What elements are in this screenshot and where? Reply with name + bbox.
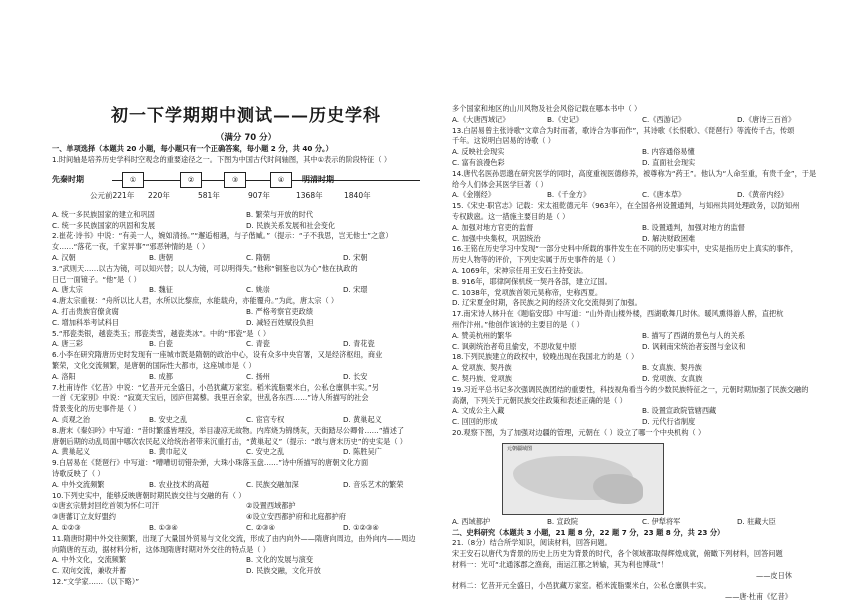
option: B. 内容通俗易懂 [642, 147, 695, 157]
option: C. 宦官专权 [246, 414, 285, 424]
q5-options [52, 339, 440, 350]
timeline-year: 1840年 [344, 190, 371, 200]
option: C. ②③④ [246, 522, 275, 532]
q7-options [52, 415, 440, 426]
timeline-box-1: ① [122, 172, 144, 188]
option: A. 反映社会现实 [452, 147, 505, 157]
option: C. 回回的形成 [452, 417, 498, 427]
q13-options [452, 147, 832, 158]
question-14: 14.唐代名医孙思邈在研究医学的同时，高度重视医德修养，被尊称为“药王”。他认为“人命至重，有贵千金”，于是 [452, 168, 817, 178]
q4-options [52, 307, 440, 318]
left-column [52, 0, 440, 588]
option: A. 中外文化，交流频繁 [52, 555, 127, 565]
q8-options [52, 447, 440, 458]
option: C. 双向交流，兼收并蓄 [52, 566, 127, 576]
q3-options [52, 285, 440, 296]
option: B. 魏征 [149, 285, 173, 295]
question-19: 19.习近平总书记多次强调民族团结的重要性，科技视角看当今的少数民族特征之一，元朝时期加强了民族交融的 [452, 384, 809, 394]
q15-options [452, 223, 832, 234]
question-16-cont: 历史人物等的评价，下列史实属于历史事件的是（ ） [452, 255, 620, 265]
question-17: 17.南宋诗人林升在《题临安邸》中写道：“山外青山楼外楼，西湖歌舞几时休。暖风熏得游人醉，直把杭 [452, 309, 784, 319]
question-1: 1.时间轴是培养历史学科时空观念的重要途径之一。下图为中国古代时间轴图，其中①表示的阶段特征（ ） [52, 155, 392, 165]
q2-options [52, 253, 440, 264]
question-11-cont: 向隋唐的互动，据材料分析，这体现隋唐时期对外交往的特点是（ ） [52, 544, 270, 554]
question-14-cont: 给今人们体会其医学巨著（ ） [452, 179, 548, 189]
option: D. 陈胜吴广 [343, 447, 382, 457]
q9-options [52, 480, 440, 491]
option: D. 宋璟 [343, 285, 368, 295]
question-13-cont: 千年。这说明白居易的诗歌（ ） [452, 136, 555, 146]
q13-options [452, 158, 832, 169]
q10-items [52, 512, 440, 523]
option: D. 解决财政困难 [642, 233, 696, 243]
option: D. 讽刺南宋统治者妄图与金议和 [642, 341, 746, 351]
item: ②设置西域都护 [246, 501, 296, 511]
option: D. 音乐艺术的繁荣 [343, 479, 404, 489]
question-17-cont: 州作汴州。”他创作该诗的主要目的是（ ） [452, 319, 584, 329]
question-6: 6.小李在研究隋唐历史时发现有一座城市既是隋朝的政治中心，设有众多中央官署，又是经济枢纽，商业 [52, 350, 383, 360]
item: ③唐蕃订立友好盟约 [52, 512, 116, 522]
question-7-cont: 背景变化的历史事件是（ ） [52, 404, 141, 414]
option: D. 民族关系发展和社会变化 [246, 220, 336, 230]
option: A. 中外交流频繁 [52, 479, 105, 489]
option: D. 减轻百姓赋役负担 [246, 317, 314, 327]
q20-options [452, 517, 832, 528]
question-4: 4.唐太宗重视：“舟所以比人君，水所以比黎庶，水能载舟，亦能覆舟。”为此，唐太宗（ ） [52, 296, 339, 306]
option: B. 设置通判，加强对地方的监督 [642, 222, 745, 232]
timeline-box-2: ② [180, 172, 202, 188]
q4-options [52, 318, 440, 329]
question-16: 16.王铭在历史学习中发现“一部分史料中所载的事件发生在不同的历史事实中，史实是指历史上真实的事件， [452, 244, 798, 254]
material-1: 材料一：光可“北通涿郡之渔商，南运江都之转输，其为利也博哉”！ [452, 559, 668, 569]
question-8: 8.唐末《秦妇吟》中写道：“昔时繁盛皆埋没，举目凄凉无故物。内库烧为锦绣灰，天街踏尽公卿骨……”描述了 [52, 425, 405, 435]
option: C. 姚崇 [246, 285, 270, 295]
question-21-intro: 宋王安石以唐代为背景的历史上历史为背景的时代，各个领域都取得辉煌成就，俯瞰下列材料，回答问题 [452, 549, 783, 559]
option: D. 民族交融，文化开放 [246, 566, 321, 576]
item: ④设立安西都护府和北庭都护府 [246, 512, 346, 522]
timeline-year: 581年 [198, 190, 220, 200]
timeline-year: 公元前221年 [90, 190, 135, 200]
option: B.《史记》 [547, 114, 583, 124]
option: C. 安史之乱 [246, 447, 285, 457]
option: D.《唐诗三百首》 [737, 114, 796, 124]
question-15: 15.《宋史·职官志》记载：宋太祖乾德元年（963年），在全国各州设置通判，与知州共同处理政务，以防知州 [452, 201, 800, 211]
q1-options [52, 221, 440, 232]
timeline-axis [112, 180, 420, 181]
map-caption: 元朝疆域图 [507, 445, 533, 452]
question-2-cont: 女……“落花一夜，千家异事”“邪恶钟情的是（ ） [52, 242, 210, 252]
option: B. 白瓷 [149, 339, 173, 349]
question-8-cont: 唐朝后期的动乱局面中哪次农民起义给统治者带来沉重打击，“黄巢起义”（提示：“敢与唐末历史”的史实是（ ） [52, 436, 407, 446]
option: A. 赞美杭州的繁华 [452, 330, 512, 340]
option: A. 统一多民族国家的建立和巩固 [52, 209, 155, 219]
option: B. 安史之乱 [149, 414, 188, 424]
option: A. 洛阳 [52, 371, 76, 381]
question-3-cont: 日已一面镜子。“他”是（ ） [52, 274, 141, 284]
q10-items [52, 501, 440, 512]
option: C. 富有浪漫色彩 [452, 157, 505, 167]
option: A.《金刚经》 [452, 190, 496, 200]
option: B. ①③④ [149, 522, 178, 532]
section-2-heading: 二、史料研究（本题共 3 小题，21 题 8 分，22 题 7 分，23 题 8 分，共 23 分） [452, 527, 725, 537]
timeline-year: 907年 [248, 190, 270, 200]
q11-options [52, 555, 440, 566]
q1-options [52, 210, 440, 221]
q17-options [452, 342, 832, 353]
q18-options [452, 374, 832, 385]
option: D. 元代行省制度 [642, 417, 696, 427]
question-11: 11.隋唐时期中外交往频繁，出现了大量国外贸易与文化交流，形成了由内向外——隋唐向周边，由外向内——周边 [52, 533, 416, 543]
option: A. 文成公主入藏 [452, 406, 505, 416]
q15-options [452, 234, 832, 245]
option: A. 唐三彩 [52, 339, 83, 349]
question-13: 13.白居易曾主张诗歌“文章合为时而著，歌诗合为事而作”，其诗歌《长恨歌》、《琵琶行》等流传千古，传颂 [452, 125, 795, 135]
question-7-cont: 一首《无家别》中说：“寂寞天宝后，园庐但蒿藜。我里百余家，世乱各东西……”诗人所描写的社会 [52, 393, 369, 403]
question-21: 21.（8分）结合所学知识，阅读材料，回答问题。 [452, 538, 612, 548]
question-3: 3.“武则天……以古为镜，可以知兴替；以人为镜，可以明得失。”他称“铜鉴也以为心”他在执政的 [52, 263, 358, 273]
option: C.《唐本草》 [642, 190, 686, 200]
question-12: 12.“文学家……（以下略）” [52, 576, 140, 586]
option: A. 加强对地方官吏的监督 [452, 222, 534, 232]
material-1-source: ——皮日休 [756, 570, 792, 580]
option: C. 增加科举考试科目 [52, 317, 120, 327]
option: A. 西域都护 [452, 516, 491, 526]
option: B. 唐朝 [149, 253, 173, 263]
option: C. 加强中央集权，巩固统治 [452, 233, 541, 243]
timeline-left-label: 先秦时期 [52, 174, 84, 184]
item: ①唐玄宗册封回纥首领为怀仁可汗 [52, 501, 160, 511]
timeline-year: 220年 [148, 190, 170, 200]
material-2-source: ——唐·杜甫《忆昔》 [725, 592, 792, 602]
option: A. 黄巢起义 [52, 447, 91, 457]
timeline-right-label: 明清时期 [302, 174, 334, 184]
option: A. 1069年，宋神宗任用王安石主持变法。 [452, 265, 588, 275]
question-2: 2.崔花·诗书》中说：“有美一人，婉如清扬。”“邂逅相遇，与子偕臧。”（提示：“子不我思，岂无他士”之意） [52, 231, 393, 241]
yuan-map-image [502, 443, 664, 515]
option: C.《西游记》 [642, 114, 686, 124]
q11-options [52, 566, 440, 577]
question-18: 18.下列民族建立的政权中，较晚出现在我国北方的是（ ） [452, 352, 639, 362]
q19-options [452, 406, 832, 417]
q10-options [52, 523, 440, 534]
option: C. 民族交融加深 [246, 479, 299, 489]
right-column [452, 104, 832, 603]
option: B. 916年，耶律阿保机统一契丹各部，建立辽国。 [452, 276, 612, 286]
option: A. 贞观之治 [52, 414, 91, 424]
option: B. 文化的发展与演变 [246, 555, 314, 565]
option: D. 长安 [343, 371, 368, 381]
option: C. 青瓷 [246, 339, 270, 349]
timeline-box-3: ③ [224, 172, 246, 188]
option: C. 隋朝 [246, 253, 270, 263]
option: D. 党项族、女真族 [642, 373, 703, 383]
option: C. 伊犁将军 [642, 516, 681, 526]
question-10: 10.下列史实中，能够反映唐朝时期民族交往与交融的有（ ） [52, 490, 246, 500]
option: D. 辽宋夏金时期，各民族之间的经济文化交流得到了加强。 [452, 298, 642, 308]
option: A. 唐太宗 [52, 285, 83, 295]
option: A. 汉朝 [52, 253, 76, 263]
section-1-heading: 一、单项选择（本题共 20 小题，每小题只有一个正确答案，每小题 2 分，共 40 分。） [52, 144, 333, 154]
option: D. 直面社会现实 [642, 157, 696, 167]
question-5: 5.“邢瓷类银，越瓷类玉；邢瓷类雪，越瓷类冰”。中的“邢瓷”是（ ） [52, 328, 271, 338]
option: D. 青花瓷 [343, 339, 375, 349]
timeline-figure [52, 170, 440, 206]
q6-options [52, 372, 440, 383]
option: C. 契丹族、党项族 [452, 373, 512, 383]
option: D. 黄巢起义 [343, 414, 382, 424]
option: B. 成都 [149, 371, 173, 381]
option: B. 繁荣与开放的时代 [246, 209, 314, 219]
option: A. 党项族、契丹族 [452, 363, 512, 373]
option: B. 黄巾起义 [149, 447, 188, 457]
option: B. 描写了西湖的景色与人的关系 [642, 330, 745, 340]
option: B.《千金方》 [547, 190, 591, 200]
option: C. 统一多民族国家的巩固和发展 [52, 220, 156, 230]
option: C. 1038年，党项族首领元昊称帝，史称西夏。 [452, 287, 603, 297]
option: C. 讽刺统治者苟且偷安，不思收复中原 [452, 341, 577, 351]
option: B. 宣政院 [547, 516, 579, 526]
option: D. 驻藏大臣 [737, 516, 776, 526]
option: A. 打击贵族官僚贪腐 [52, 307, 119, 317]
option: A.《大唐西域记》 [452, 114, 510, 124]
option: B. 女真族、契丹族 [642, 363, 702, 373]
option: C. 扬州 [246, 371, 270, 381]
question-12-cont: 多个国家和地区的山川风物及社会风俗记载在哪本书中（ ） [452, 104, 642, 113]
option: A. ①②③ [52, 522, 81, 532]
timeline-box-4: ④ [270, 172, 292, 188]
question-9: 9.白居易在《琵琶行》中写道：“嘈嘈切切错杂弹，大珠小珠落玉盘……”诗中所描写的唐朝文化方面 [52, 458, 369, 468]
option: B. 农业技术的高超 [149, 479, 209, 489]
q14-options [452, 190, 832, 201]
option: D. ①②③④ [343, 522, 379, 532]
q19-options [452, 417, 832, 428]
exam-title: 初一下学期期中测试——历史学科 [111, 106, 381, 126]
question-15-cont: 专权跋扈。这一措施主要目的是（ ） [452, 211, 570, 221]
question-19-cont: 高潮，下列关于元朝民族交往政策和表述正确的是（ ） [452, 395, 627, 405]
q12-options [452, 115, 832, 126]
option: D.《黄帝内经》 [737, 190, 788, 200]
q17-options [452, 331, 832, 342]
q18-options [452, 363, 832, 374]
option: B. 设置宣政院管辖西藏 [642, 406, 717, 416]
question-7: 7.杜甫诗作《忆昔》中说：“忆昔开元全盛日，小邑犹藏万家室。稻米流脂粟米白，公私仓廪俱丰实。”另 [52, 382, 379, 392]
question-6-cont: 繁荣，文化交流频繁，是唐朝的国际性大都市，这座城市是（ ） [52, 361, 256, 370]
option: B. 严格考察官吏政绩 [246, 307, 314, 317]
question-9-cont: 诗歌反映了（ ） [52, 468, 105, 478]
exam-subtitle: （满分 70 分） [215, 132, 277, 143]
option: D. 宋朝 [343, 253, 368, 263]
question-20: 20.观察下图，为了加强对边疆的管理，元朝在（ ）设立了哪一个中央机构（ ） [452, 427, 706, 437]
timeline-year: 1368年 [296, 190, 323, 200]
material-2: 材料二：忆昔开元全盛日，小邑犹藏万家室。稻米流脂粟米白，公私仓廪俱丰实。 [452, 581, 711, 591]
